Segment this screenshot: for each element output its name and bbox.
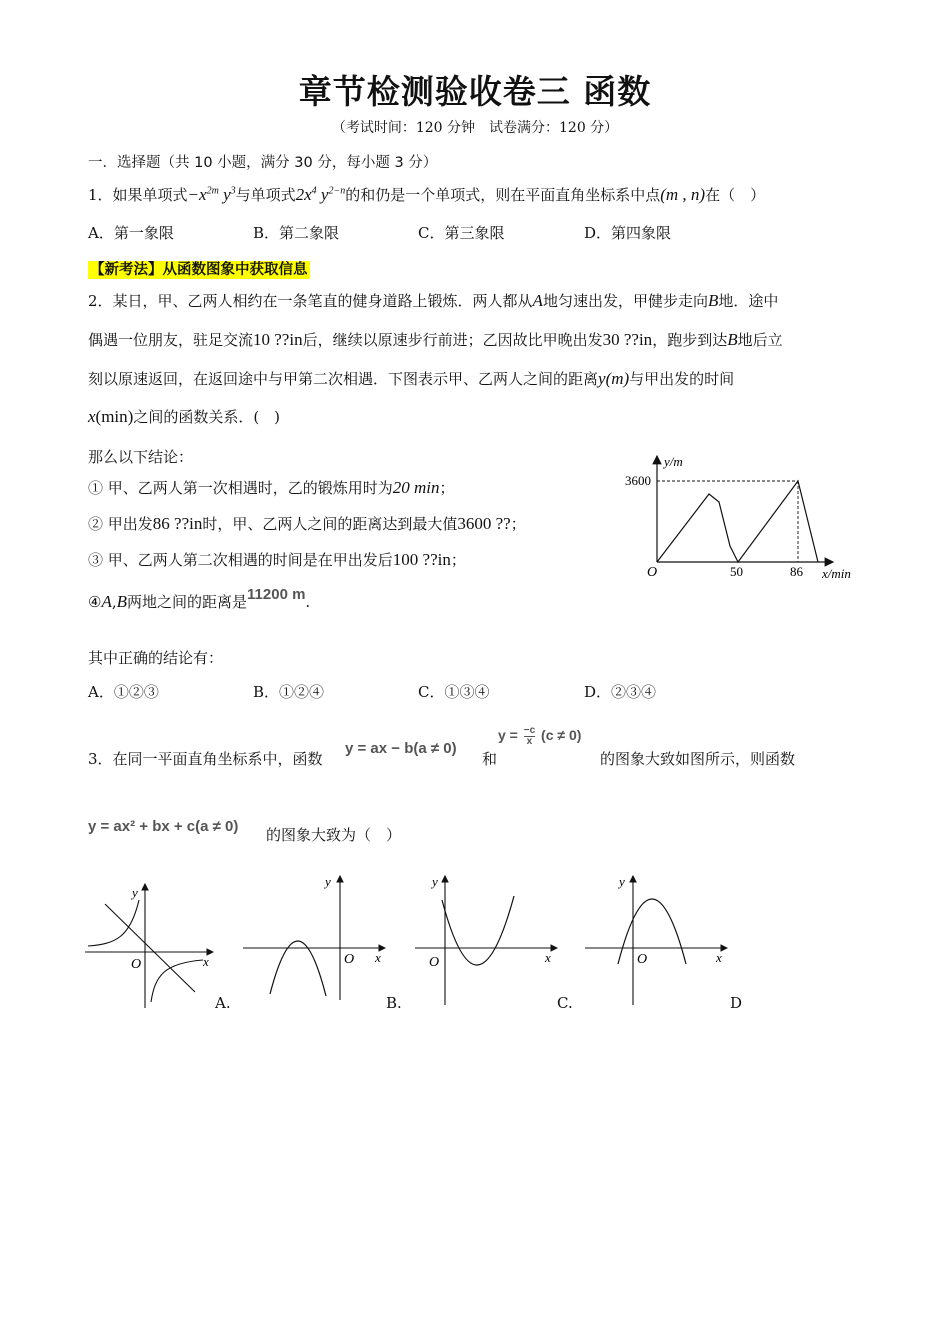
q3-inverse-function: y = $\frac{-c}{x}$ (c ≠ 0) xyxy=(498,725,582,747)
q2-conclusion-1: ① 甲、乙两人第一次相遇时，乙的锻炼用时为20 min； xyxy=(88,478,455,497)
q2-line-3: 刻以原速返回，在返回途中与甲第二次相遇．下图表示甲、乙两人之间的距离y(m)与甲出发的时间 xyxy=(88,369,735,388)
svg-text:y: y xyxy=(132,885,138,900)
q2-line-2: 偶遇一位朋友，驻足交流10 ??in后，继续以原速步行前进；乙因故比甲晚出发30 ??in，跑步到达B地后立 xyxy=(88,330,783,349)
q2-intro: 那么以下结论： xyxy=(88,448,194,466)
q2-distance-time-graph xyxy=(615,450,870,585)
svg-text:x: x xyxy=(203,954,209,969)
svg-text:y: y xyxy=(432,874,438,889)
q3-suffix: 的图象大致为（ ） xyxy=(266,826,402,844)
svg-text:x: x xyxy=(716,950,722,965)
svg-text:x: x xyxy=(545,950,551,965)
q3-option-c-graph xyxy=(412,872,562,1007)
q1-prefix: 1．如果单项式 xyxy=(88,186,188,204)
q2-option-a[interactable]: A．①②③ xyxy=(88,683,159,701)
q3-figure-label-c[interactable]: C. xyxy=(557,994,573,1012)
q2-conclusion-3: ③ 甲、乙两人第二次相遇的时间是在甲出发后100 ??in； xyxy=(88,550,466,569)
x-tick-50: 50 xyxy=(730,564,743,579)
x-tick-86: 86 xyxy=(790,564,803,579)
q3-prefix: 3．在同一平面直角坐标系中，函数 xyxy=(88,750,323,768)
q1-option-b[interactable]: B．第二象限 xyxy=(253,224,340,242)
q1-mid: 与单项式 xyxy=(235,186,296,204)
q3-reference-graph xyxy=(85,880,220,1010)
svg-text:y: y xyxy=(325,874,331,889)
q2-line-1: 2．某日，甲、乙两人相约在一条笔直的健身道路上锻炼．两人都从A地匀速出发，甲健步走向B地．途中 xyxy=(88,291,779,310)
svg-text:O: O xyxy=(429,955,440,970)
q1-option-c[interactable]: C．第三象限 xyxy=(418,224,505,242)
q2-conclusion-4: ④A,B两地之间的距离是11200 m. xyxy=(88,586,311,611)
q2-conclusion-2: ② 甲出发86 ??in时，甲、乙两人之间的距离达到最大值3600 ??； xyxy=(88,514,526,533)
q3-figure-label-d[interactable]: D xyxy=(730,994,743,1012)
q1-end: 在（ ） xyxy=(705,186,766,204)
svg-text:x: x xyxy=(375,950,381,965)
page-title: 章节检测验收卷三 函数 xyxy=(298,72,652,111)
origin-label: O xyxy=(647,565,658,580)
q1-suffix: 的和仍是一个单项式，则在平面直角坐标系中点 xyxy=(345,186,661,204)
q3-and: 和 xyxy=(482,750,498,768)
q3-mid: 的图象大致如图所示，则函数 xyxy=(600,750,796,768)
section-heading: 一．选择题（共 10 小题，满分 30 分，每小题 3 分） xyxy=(88,155,438,171)
q3-option-d-graph xyxy=(582,872,732,1007)
q1-point: (m , n) xyxy=(660,185,706,204)
q1-option-d[interactable]: D．第四象限 xyxy=(584,224,672,242)
q1-term1: $-x^{2m}$ $y^3$ xyxy=(187,185,236,204)
x-axis-label: x/min xyxy=(822,566,851,581)
y-axis-label: y/m xyxy=(664,454,683,469)
svg-text:y: y xyxy=(619,874,625,889)
y-tick-3600: 3600 xyxy=(625,473,651,488)
q2-option-d[interactable]: D．②③④ xyxy=(584,683,657,701)
q2-which: 其中正确的结论有： xyxy=(88,649,224,667)
q3-quadratic-function: y = ax² + bx + c(a ≠ 0) xyxy=(88,818,239,835)
q3-figure-label-b[interactable]: B. xyxy=(386,994,402,1012)
q3-figure-label-a[interactable]: A. xyxy=(215,994,231,1012)
q2-option-c[interactable]: C．①③④ xyxy=(418,683,490,701)
q3-linear-function: y = ax − b(a ≠ 0) xyxy=(345,740,457,757)
distance-line xyxy=(657,481,818,562)
question-1 xyxy=(88,184,765,205)
q1-term2: $2x^4$ $y^{2-n}$ xyxy=(295,185,346,204)
exam-info: （考试时间：120 分钟 试卷满分：120 分） xyxy=(331,120,619,136)
svg-text:O: O xyxy=(131,957,142,972)
q3-option-b-graph xyxy=(240,872,390,1002)
new-method-tag: 【新考法】从函数图象中获取信息 xyxy=(90,262,308,278)
svg-text:O: O xyxy=(637,952,648,967)
q2-line-4: x(min)之间的函数关系．( ) xyxy=(88,407,281,426)
svg-text:O: O xyxy=(344,952,355,967)
q1-option-a[interactable]: A．第一象限 xyxy=(88,224,174,242)
q2-option-b[interactable]: B．①②④ xyxy=(253,683,325,701)
